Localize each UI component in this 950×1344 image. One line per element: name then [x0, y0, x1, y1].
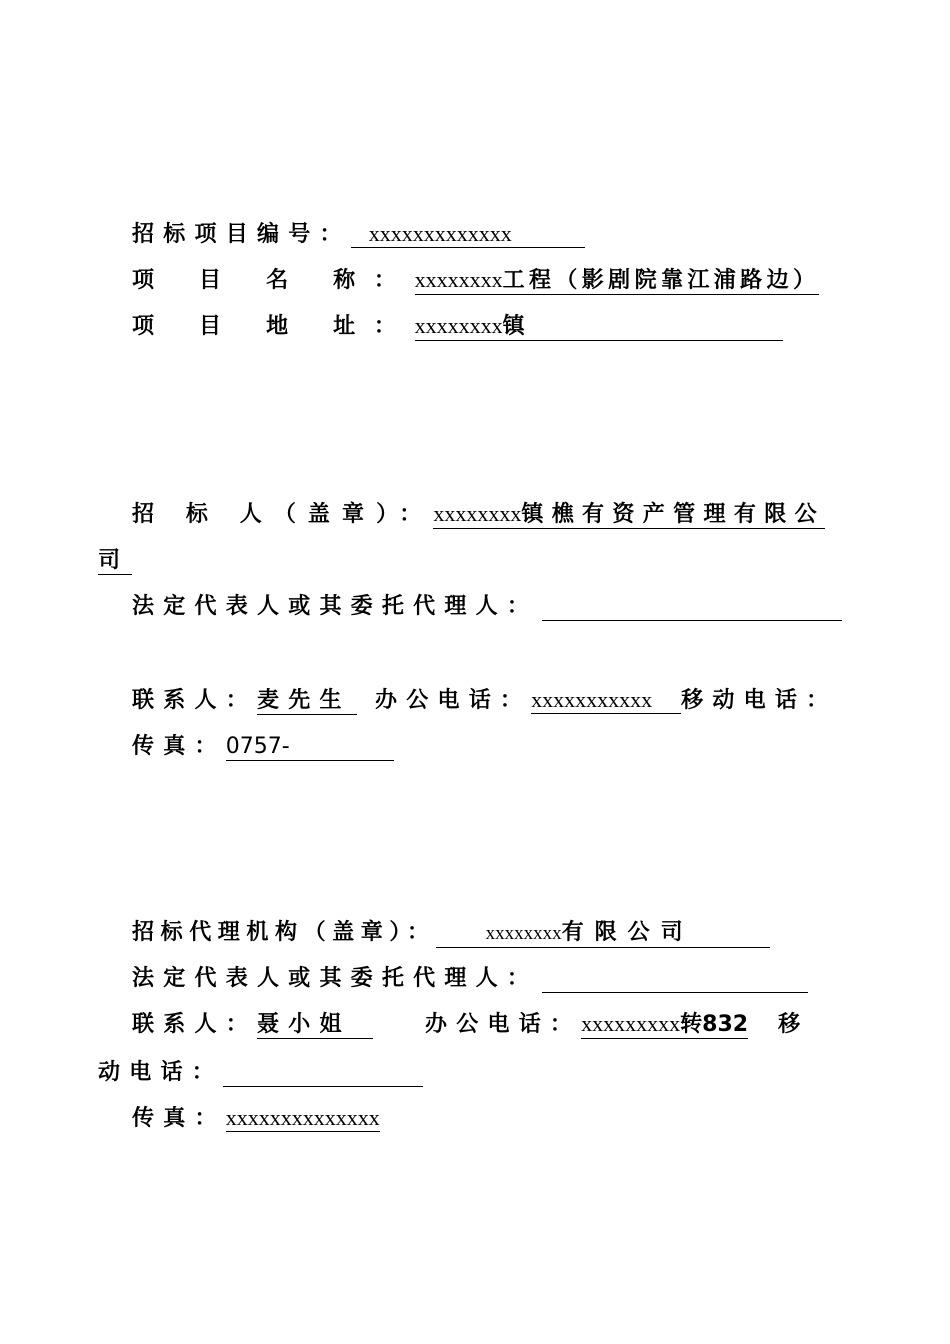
project-number-label: 招标项目编号：	[132, 222, 351, 247]
agency-label: 招标代理机构（盖章）：	[132, 920, 436, 945]
agency-fax-row	[132, 1104, 380, 1134]
project-address-row	[132, 312, 783, 342]
agency-mobile-field	[223, 1060, 423, 1087]
tenderer-office-phone-value: xxxxxxxxxxx	[531, 687, 681, 714]
tenderer-value-wrap: 司	[98, 548, 132, 575]
agency-fax-value: xxxxxxxxxxxxxx	[225, 1105, 380, 1130]
agency-contact-label: 联系人：	[132, 1012, 257, 1037]
agency-mobile-label-part2: 动电话：	[98, 1060, 223, 1085]
agency-contact-row	[132, 1010, 800, 1040]
tenderer-contact-row	[132, 686, 837, 716]
tenderer-rep-field	[542, 594, 842, 621]
tenderer-value: xxxxxxxx镇樵有资产管理有限公	[433, 501, 825, 527]
agency-value: xxxxxxxx有限公司	[436, 920, 770, 948]
tenderer-row	[132, 500, 825, 530]
tenderer-fax-value: 0757-	[226, 734, 394, 761]
tenderer-office-phone-label: 办公电话：	[374, 688, 532, 713]
project-number-row	[132, 220, 585, 250]
project-address-label: 项 目 地 址：	[132, 314, 415, 339]
project-name-value: xxxxxxxx工程（影剧院靠江浦路边）	[414, 267, 820, 293]
agency-row	[132, 918, 770, 948]
tenderer-rep-label: 法定代表人或其委托代理人：	[132, 594, 539, 619]
tenderer-wrap-row	[98, 546, 132, 576]
project-number-value: xxxxxxxxxxxxx	[351, 221, 585, 248]
tenderer-fax-label: 传真：	[132, 734, 226, 759]
tenderer-contact-label: 联系人：	[132, 688, 257, 713]
tenderer-mobile-label: 移动电话：	[681, 688, 838, 713]
agency-rep-row	[132, 964, 808, 994]
agency-rep-field	[542, 966, 808, 993]
project-name-row	[132, 266, 819, 296]
agency-rep-label: 法定代表人或其委托代理人：	[132, 966, 539, 991]
agency-mobile-label-part1: 移	[778, 1012, 801, 1037]
project-name-label: 项 目 名 称：	[132, 268, 415, 293]
tenderer-label: 招 标 人（盖章）：	[132, 502, 434, 527]
project-address-value: xxxxxxxx镇	[415, 313, 783, 341]
agency-office-phone-value: xxxxxxxxx转832	[581, 1011, 749, 1037]
agency-fax-label: 传真：	[132, 1106, 226, 1131]
agency-office-phone-label: 办公电话：	[424, 1012, 582, 1037]
tenderer-contact-value: 麦先生	[257, 688, 357, 715]
agency-mobile-row	[98, 1058, 423, 1088]
tenderer-rep-row	[132, 592, 842, 622]
tenderer-fax-row	[132, 732, 394, 762]
agency-contact-value: 聂小姐	[257, 1012, 373, 1039]
